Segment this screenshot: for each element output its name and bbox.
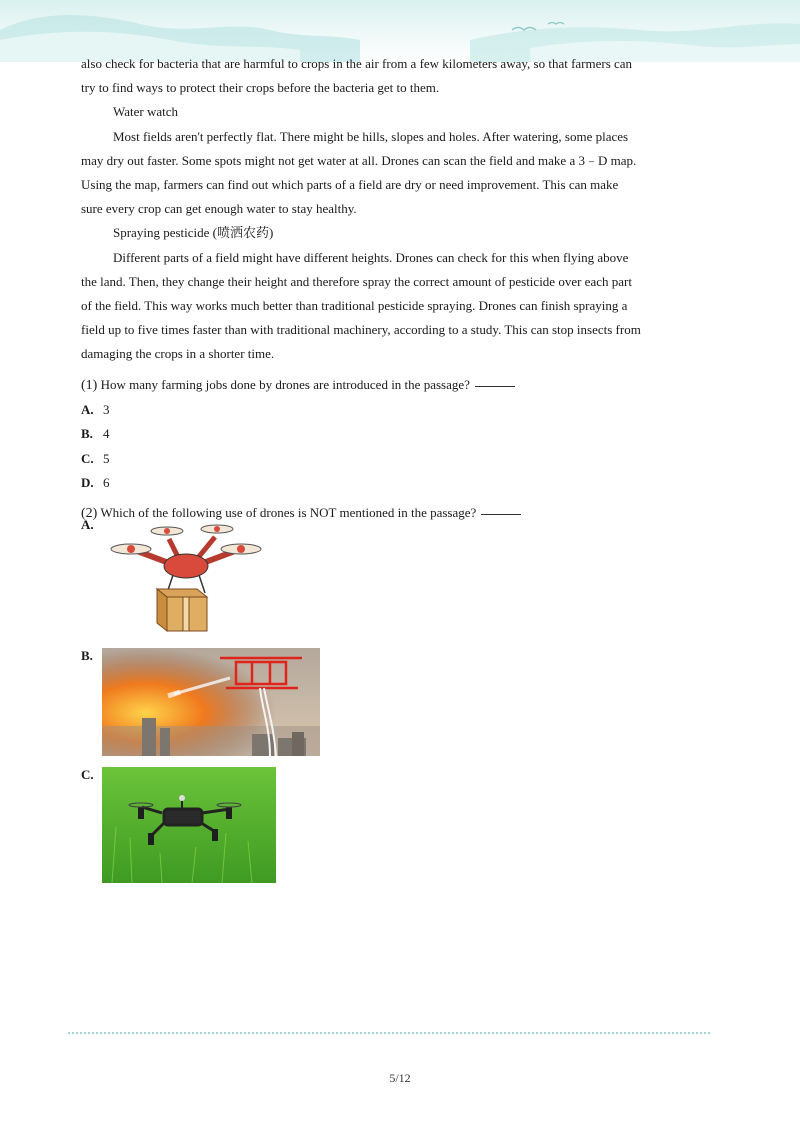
answer-blank[interactable]: [475, 386, 515, 387]
field-drone-image: [102, 767, 276, 883]
firefighting-drone-image: [102, 648, 320, 756]
question-number: (1): [81, 377, 98, 393]
passage-line: sure every crop can get enough water to stay healthy.: [81, 201, 357, 217]
option-text: 5: [103, 450, 110, 466]
option-a[interactable]: [81, 398, 701, 422]
footer-divider: [68, 1032, 710, 1034]
option-d[interactable]: [81, 471, 701, 495]
section-heading-spraying-pesticide: Spraying pesticide (喷洒农药): [113, 225, 274, 241]
passage-line: of the field. This way works much better than traditional pesticide spraying. Drones can finish spraying a: [81, 298, 628, 314]
option-text: 6: [103, 475, 110, 491]
option-b[interactable]: [81, 422, 701, 446]
section-heading-water-watch: Water watch: [113, 104, 178, 120]
question-1: [81, 373, 701, 399]
passage-line: try to find ways to protect their crops before the bacteria get to them.: [81, 80, 440, 96]
passage-line: Most fields aren't perfectly flat. There might be hills, slopes and holes. After watering, some places: [113, 128, 629, 144]
question-number: (2): [81, 506, 98, 522]
delivery-drone-image: [107, 519, 265, 637]
passage-line: Different parts of a field might have different heights. Drones can check for this when flying above: [113, 249, 629, 265]
passage-line: may dry out faster. Some spots might not get water at all. Drones can scan the field and make a 3﹣D map.: [81, 152, 637, 168]
passage-line: field up to five times faster than with traditional machinery, according to a study. This can stop insects from: [81, 322, 641, 338]
option-letter: A.: [81, 517, 94, 532]
passage-line: the land. Then, they change their height and therefore spray the correct amount of pesticide over each part: [81, 273, 632, 289]
answer-blank[interactable]: [481, 514, 521, 515]
option-letter: B.: [81, 426, 93, 442]
option-text: 4: [103, 426, 110, 442]
question-text: Which of the following use of drones is NOT mentioned in the passage?: [100, 505, 477, 521]
passage-line: Using the map, farmers can find out which parts of a field are dry or need improvement. This can make: [81, 177, 619, 193]
option-text: 3: [103, 402, 110, 418]
question-text: How many farming jobs done by drones are introduced in the passage?: [100, 376, 470, 392]
option-letter: C.: [81, 767, 94, 782]
option-letter: D.: [81, 475, 94, 491]
option-letter: B.: [81, 648, 93, 663]
page-number: 5/12: [389, 1071, 411, 1085]
passage-line: damaging the crops in a shorter time.: [81, 346, 275, 362]
passage-line: also check for bacteria that are harmful to crops in the air from a few kilometers away, so that farmers can: [81, 56, 633, 71]
option-letter: A.: [81, 402, 94, 418]
option-c[interactable]: [81, 447, 701, 471]
passage: [81, 52, 701, 527]
option-letter: C.: [81, 450, 94, 466]
